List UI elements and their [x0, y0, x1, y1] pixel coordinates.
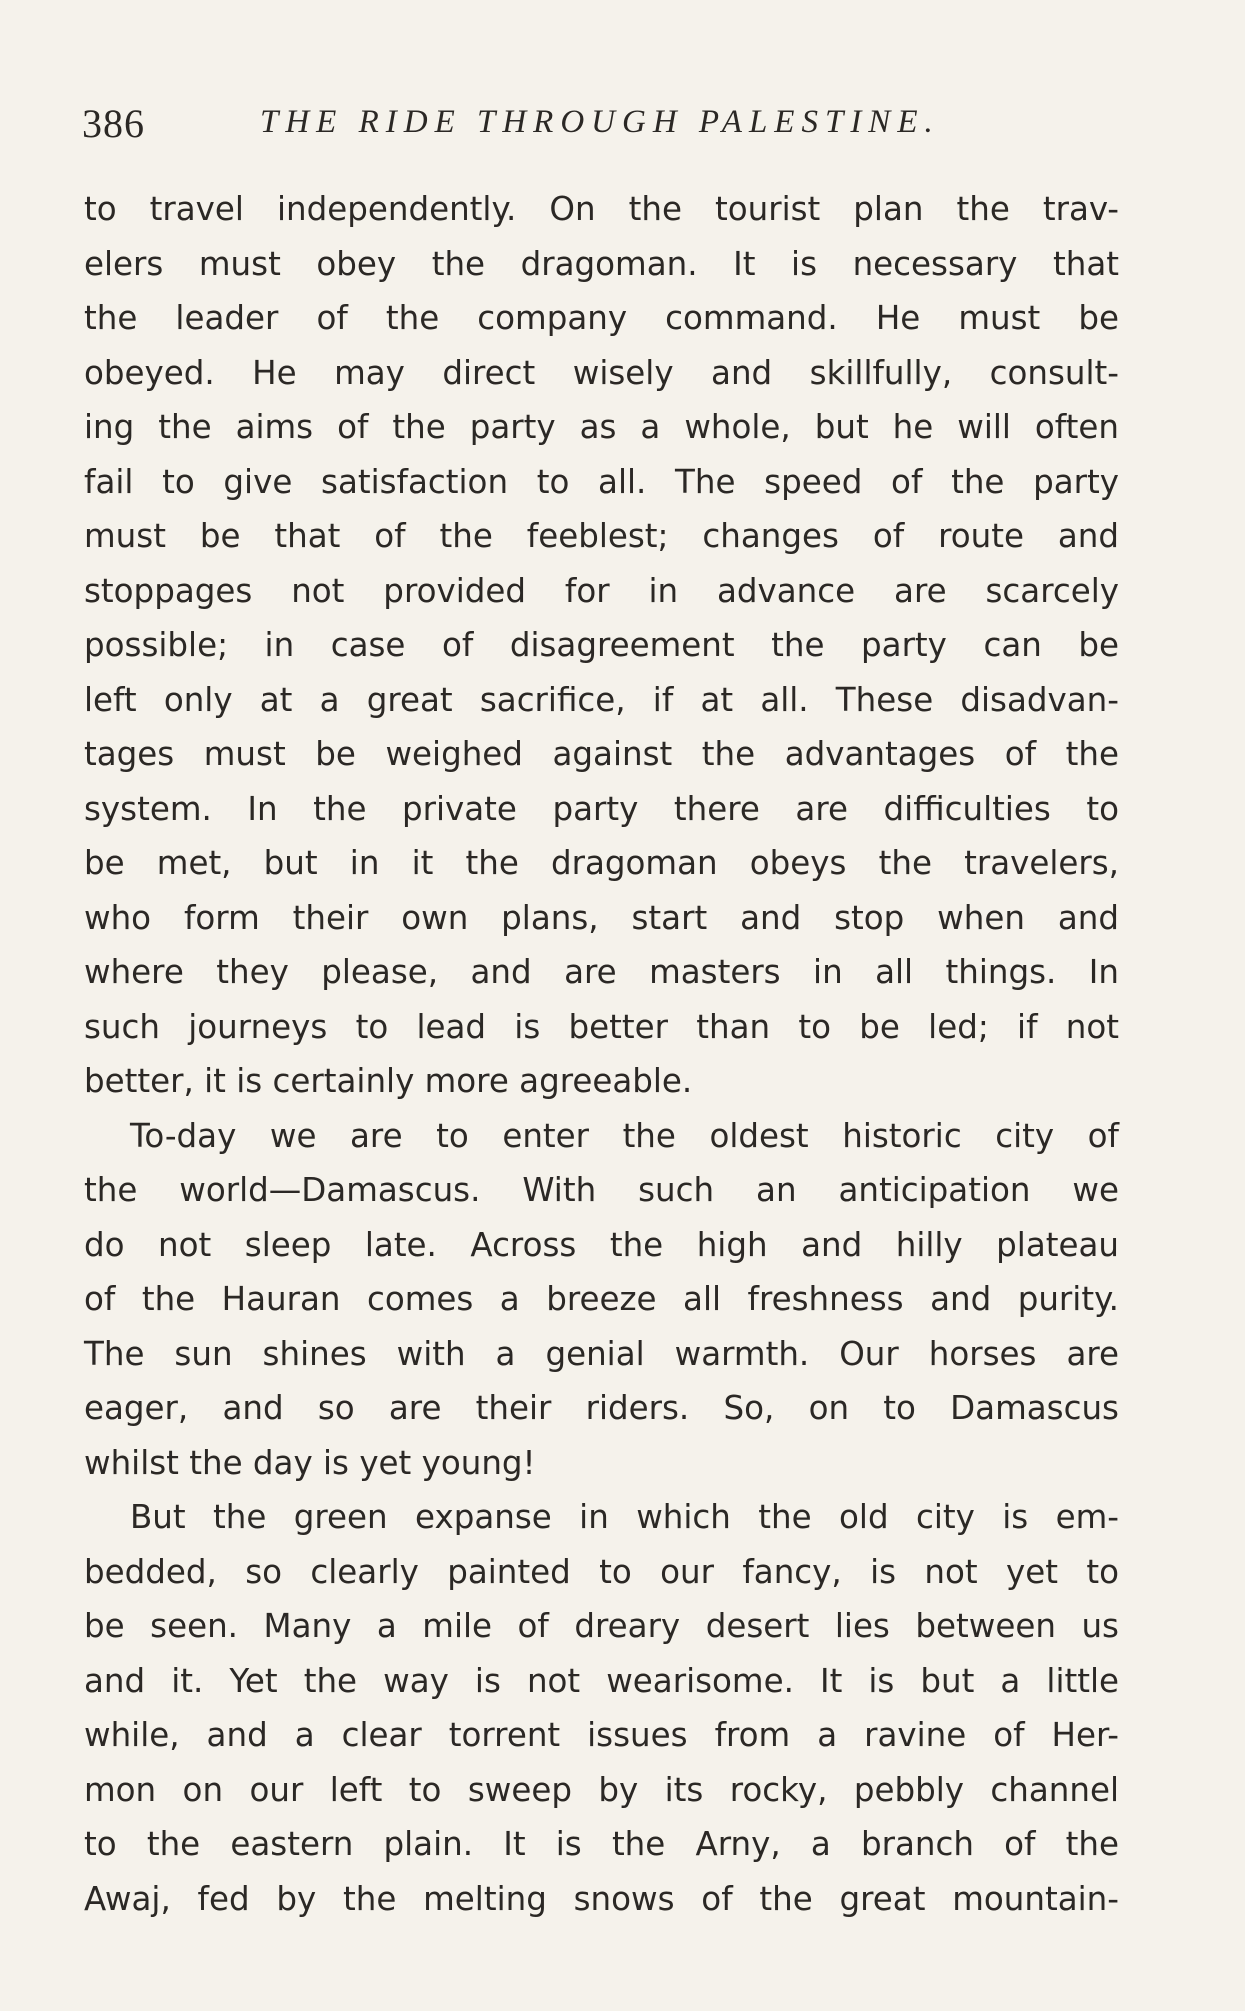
text-line: while, and a clear torrent issues from a ravine of Her- — [84, 1716, 1119, 1754]
text-line: who form their own plans, start and stop when and — [84, 898, 1119, 937]
text-line: ing the aims of the party as a whole, but he will often — [84, 408, 1119, 446]
text-line: and it. Yet the way is not wearisome. It is but a little — [84, 1661, 1119, 1700]
text-line: be seen. Many a mile of dreary desert lies between us — [84, 1607, 1119, 1645]
text-line: system. In the private party there are difficulties to — [84, 789, 1119, 828]
text-line: the leader of the company command. He must be — [84, 299, 1119, 337]
running-head — [82, 100, 1142, 160]
text-line: eager, and so are their riders. So, on to Damascus — [84, 1389, 1119, 1427]
text-line: such journeys to lead is better than to be led; if not — [84, 1007, 1119, 1046]
text-line: the world—Damascus. With such an anticipation we — [84, 1171, 1119, 1209]
page-number: 386 — [82, 101, 145, 146]
text-line: to the eastern plain. It is the Arny, a branch of the — [84, 1825, 1119, 1863]
text-line: fail to give satisfaction to all. The speed of the party — [84, 462, 1119, 501]
text-line: of the Hauran comes a breeze all freshness and purity. — [84, 1280, 1119, 1318]
text-line: stoppages not provided for in advance are scarcely — [84, 571, 1119, 610]
text-line: obeyed. He may direct wisely and skillfully, consult- — [84, 353, 1119, 392]
body-text — [84, 182, 1119, 1926]
paragraph-end-line: better, it is certainly more agreeable. — [84, 1062, 693, 1100]
text-line: mon on our left to sweep by its rocky, pebbly channel — [84, 1770, 1119, 1809]
text-line: tages must be weighed against the advantages of the — [84, 735, 1119, 773]
paragraph-start-line: To-day we are to enter the oldest historic city of — [130, 1116, 1119, 1155]
running-title: THE RIDE THROUGH PALESTINE. — [260, 104, 940, 140]
text-line: where they please, and are masters in all things. In — [84, 953, 1119, 991]
text-line: possible; in case of disagreement the party can be — [84, 626, 1119, 664]
text-line: do not sleep late. Across the high and hilly plateau — [84, 1225, 1119, 1264]
paragraph-start-line: But the green expanse in which the old city is em- — [130, 1498, 1119, 1536]
text-line: Awaj, fed by the melting snows of the great mountain- — [84, 1879, 1119, 1918]
text-line: The sun shines with a genial warmth. Our horses are — [84, 1334, 1119, 1373]
text-line: elers must obey the dragoman. It is necessary that — [84, 244, 1119, 283]
text-line: bedded, so clearly painted to our fancy, is not yet to — [84, 1552, 1119, 1591]
paragraph-end-line: whilst the day is yet young! — [84, 1443, 536, 1482]
text-line: to travel independently. On the tourist plan the trav- — [84, 190, 1119, 228]
text-line: left only at a great sacrifice, if at all. These disadvan- — [84, 680, 1119, 719]
text-line: be met, but in it the dragoman obeys the travelers, — [84, 844, 1119, 882]
text-line: must be that of the feeblest; changes of route and — [84, 517, 1119, 555]
